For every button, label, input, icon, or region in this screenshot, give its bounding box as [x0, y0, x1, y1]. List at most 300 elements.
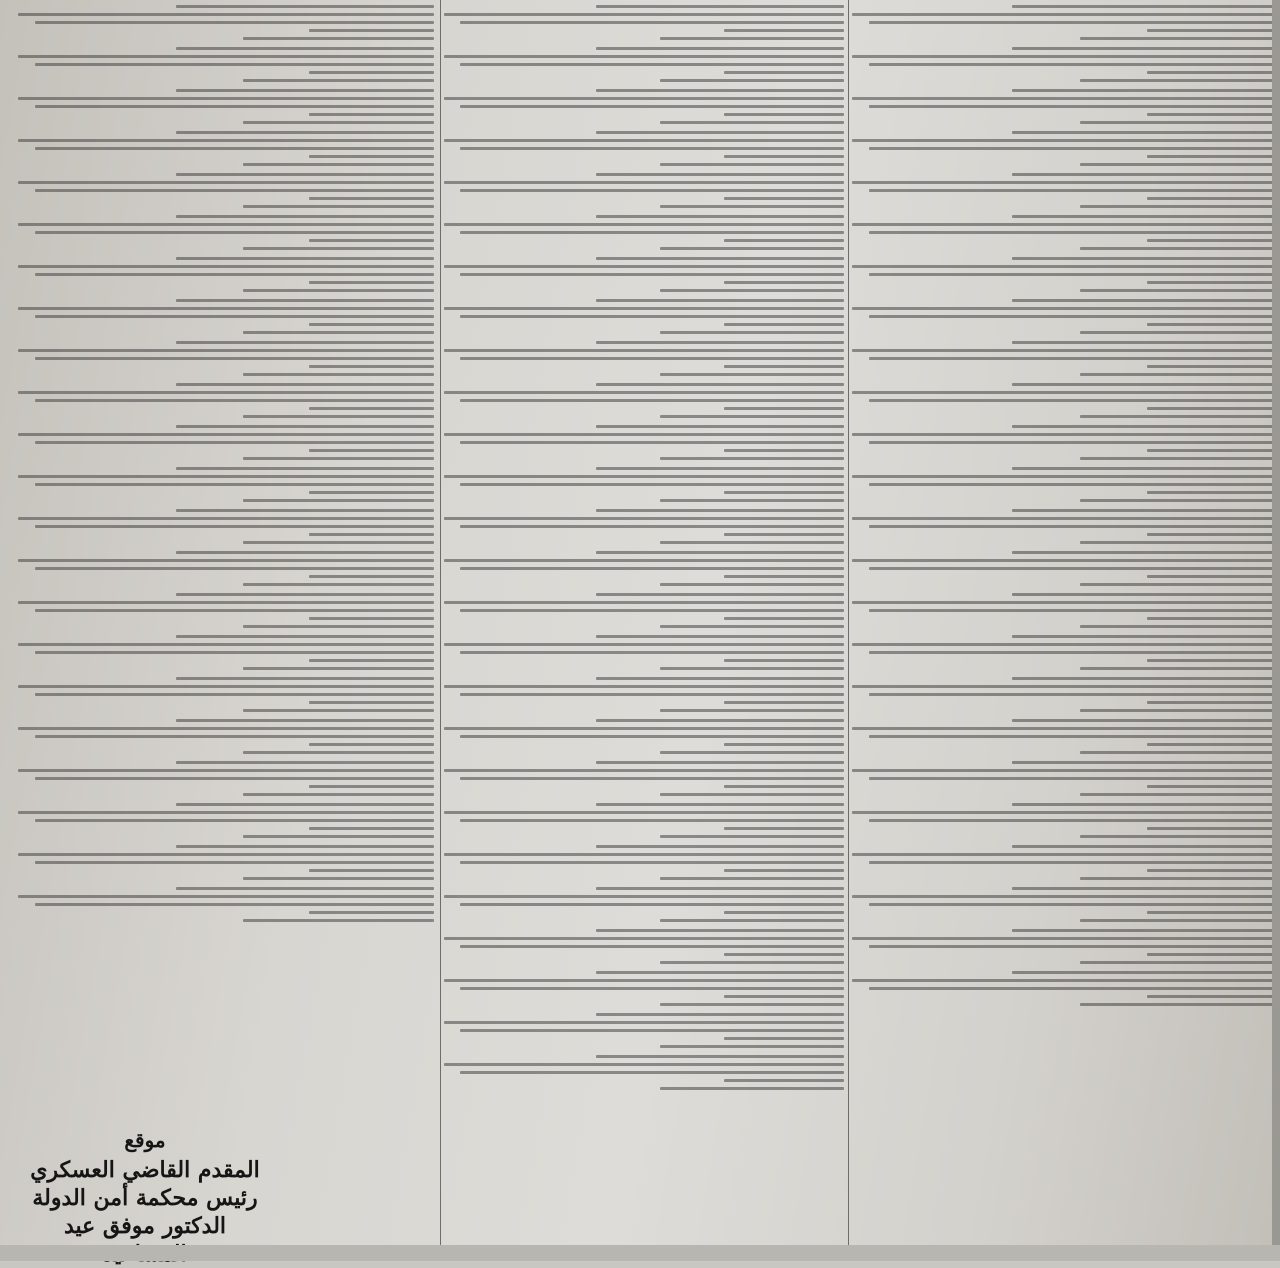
case-entry [852, 929, 1274, 964]
text-line [596, 1013, 844, 1016]
text-line [1012, 341, 1274, 344]
text-line [309, 71, 434, 74]
text-line [869, 693, 1274, 696]
text-line [243, 667, 434, 670]
text-line [1147, 491, 1274, 494]
text-line [724, 869, 844, 872]
text-line [869, 231, 1274, 234]
text-line [724, 407, 844, 410]
text-line [660, 163, 844, 166]
text-line [660, 835, 844, 838]
case-entry [18, 89, 434, 124]
text-line [724, 911, 844, 914]
text-line [1080, 247, 1274, 250]
text-line [1147, 701, 1274, 704]
case-entry [444, 593, 844, 628]
text-line [243, 37, 434, 40]
case-entry [852, 425, 1274, 460]
text-line [1147, 533, 1274, 536]
case-entry [18, 761, 434, 796]
signature-label: موقع [124, 1128, 166, 1152]
page-edge-shadow [1272, 0, 1280, 1261]
text-line [1147, 323, 1274, 326]
text-line [1080, 205, 1274, 208]
text-line [724, 29, 844, 32]
text-column-left [18, 0, 434, 1000]
case-entry [18, 593, 434, 628]
text-line [852, 181, 1274, 184]
text-line [35, 609, 434, 612]
text-line [852, 853, 1274, 856]
text-line [1147, 575, 1274, 578]
case-entry [444, 383, 844, 418]
text-line [1147, 29, 1274, 32]
text-line [460, 357, 844, 360]
text-line [309, 365, 434, 368]
case-entry [852, 299, 1274, 334]
case-entry [852, 131, 1274, 166]
case-entry [18, 257, 434, 292]
text-line [444, 727, 844, 730]
text-line [869, 147, 1274, 150]
case-entry [852, 509, 1274, 544]
text-line [444, 811, 844, 814]
text-line [243, 709, 434, 712]
text-line [1012, 929, 1274, 932]
text-line [1012, 467, 1274, 470]
text-line [460, 819, 844, 822]
case-entry [444, 845, 844, 880]
text-line [309, 155, 434, 158]
text-line [1080, 541, 1274, 544]
text-line [18, 517, 434, 520]
text-line [309, 239, 434, 242]
text-line [1147, 617, 1274, 620]
text-line [460, 777, 844, 780]
text-line [35, 105, 434, 108]
text-line [309, 323, 434, 326]
text-line [852, 769, 1274, 772]
case-entry [444, 467, 844, 502]
text-line [243, 331, 434, 334]
text-column-right [852, 0, 1274, 1245]
text-line [35, 861, 434, 864]
text-line [35, 231, 434, 234]
text-line [1080, 1003, 1274, 1006]
case-entry [18, 635, 434, 670]
text-line [660, 205, 844, 208]
text-line [309, 29, 434, 32]
text-line [35, 525, 434, 528]
text-line [243, 835, 434, 838]
text-line [309, 449, 434, 452]
text-line [724, 323, 844, 326]
case-entry [18, 341, 434, 376]
text-line [724, 113, 844, 116]
text-line [18, 433, 434, 436]
text-line [460, 1029, 844, 1032]
case-entry [852, 551, 1274, 586]
text-line [444, 139, 844, 142]
text-line [444, 181, 844, 184]
case-entry [852, 383, 1274, 418]
text-line [18, 13, 434, 16]
text-line [444, 517, 844, 520]
text-line [460, 735, 844, 738]
text-line [35, 189, 434, 192]
text-line [1012, 845, 1274, 848]
text-line [1080, 163, 1274, 166]
text-line [444, 475, 844, 478]
text-line [869, 735, 1274, 738]
text-line [1012, 803, 1274, 806]
text-line [1012, 5, 1274, 8]
text-line [1012, 761, 1274, 764]
text-line [176, 887, 434, 890]
text-line [1080, 331, 1274, 334]
text-line [176, 677, 434, 680]
text-line [1147, 953, 1274, 956]
text-line [869, 945, 1274, 948]
text-line [596, 257, 844, 260]
text-line [18, 349, 434, 352]
text-line [18, 643, 434, 646]
case-entry [18, 551, 434, 586]
text-line [18, 307, 434, 310]
text-line [243, 793, 434, 796]
signature-name: الدكتور موفق عيد [63, 1213, 227, 1239]
text-line [18, 181, 434, 184]
text-line [660, 751, 844, 754]
text-line [35, 483, 434, 486]
text-line [596, 215, 844, 218]
case-entry [18, 173, 434, 208]
text-line [176, 131, 434, 134]
text-line [309, 701, 434, 704]
case-entry [444, 761, 844, 796]
text-line [18, 475, 434, 478]
text-line [176, 299, 434, 302]
text-line [724, 197, 844, 200]
text-line [869, 861, 1274, 864]
text-line [596, 887, 844, 890]
text-line [460, 147, 844, 150]
case-entry [444, 1055, 844, 1090]
case-entry [852, 593, 1274, 628]
text-line [1012, 551, 1274, 554]
text-line [18, 685, 434, 688]
text-line [1012, 383, 1274, 386]
text-line [35, 693, 434, 696]
text-line [852, 979, 1274, 982]
text-line [869, 651, 1274, 654]
text-line [460, 1071, 844, 1074]
text-line [596, 47, 844, 50]
text-line [444, 13, 844, 16]
text-line [35, 21, 434, 24]
text-line [460, 693, 844, 696]
case-entry [444, 803, 844, 838]
text-line [35, 567, 434, 570]
case-entry [444, 887, 844, 922]
text-line [852, 349, 1274, 352]
text-line [660, 499, 844, 502]
text-line [243, 373, 434, 376]
text-line [309, 827, 434, 830]
case-entry [444, 1013, 844, 1048]
case-entry [444, 89, 844, 124]
text-line [852, 55, 1274, 58]
text-line [1012, 47, 1274, 50]
text-line [596, 593, 844, 596]
text-line [243, 583, 434, 586]
text-line [1012, 677, 1274, 680]
text-line [596, 803, 844, 806]
text-line [35, 735, 434, 738]
case-entry [444, 173, 844, 208]
text-line [724, 449, 844, 452]
text-line [176, 89, 434, 92]
text-line [18, 811, 434, 814]
text-line [724, 617, 844, 620]
text-line [869, 441, 1274, 444]
case-entry [18, 299, 434, 334]
text-line [309, 785, 434, 788]
text-line [243, 499, 434, 502]
text-line [243, 247, 434, 250]
text-line [35, 63, 434, 66]
text-line [724, 827, 844, 830]
text-line [176, 593, 434, 596]
case-entry [444, 551, 844, 586]
text-line [176, 173, 434, 176]
text-line [176, 551, 434, 554]
text-line [1012, 425, 1274, 428]
text-line [444, 601, 844, 604]
text-line [852, 307, 1274, 310]
text-line [660, 793, 844, 796]
text-line [18, 223, 434, 226]
text-line [852, 97, 1274, 100]
text-line [1147, 449, 1274, 452]
case-entry [444, 719, 844, 754]
text-line [35, 273, 434, 276]
text-line [444, 1063, 844, 1066]
text-line [444, 559, 844, 562]
text-line [1080, 37, 1274, 40]
text-line [460, 21, 844, 24]
text-line [243, 415, 434, 418]
text-line [460, 861, 844, 864]
text-line [869, 189, 1274, 192]
case-entry [852, 215, 1274, 250]
text-line [869, 609, 1274, 612]
text-line [660, 919, 844, 922]
case-entry [852, 89, 1274, 124]
text-line [660, 709, 844, 712]
text-line [724, 281, 844, 284]
text-line [596, 761, 844, 764]
text-line [724, 785, 844, 788]
text-line [18, 769, 434, 772]
text-line [852, 433, 1274, 436]
text-line [852, 643, 1274, 646]
text-line [460, 231, 844, 234]
case-entry [444, 635, 844, 670]
case-entry [852, 761, 1274, 796]
text-line [724, 701, 844, 704]
text-line [460, 441, 844, 444]
text-line [444, 97, 844, 100]
text-line [852, 685, 1274, 688]
text-line [852, 517, 1274, 520]
text-line [596, 551, 844, 554]
text-line [18, 55, 434, 58]
text-line [18, 391, 434, 394]
text-line [176, 215, 434, 218]
text-line [596, 299, 844, 302]
case-entry [18, 887, 434, 922]
text-line [460, 567, 844, 570]
text-line [1147, 869, 1274, 872]
text-line [852, 811, 1274, 814]
text-line [243, 625, 434, 628]
text-line [176, 425, 434, 428]
text-line [444, 223, 844, 226]
text-line [596, 929, 844, 932]
text-line [309, 491, 434, 494]
text-line [660, 625, 844, 628]
text-line [444, 685, 844, 688]
text-line [1012, 257, 1274, 260]
text-line [660, 79, 844, 82]
case-entry [18, 509, 434, 544]
text-line [1012, 299, 1274, 302]
text-line [460, 609, 844, 612]
text-line [243, 919, 434, 922]
text-line [852, 391, 1274, 394]
text-line [660, 1003, 844, 1006]
text-line [460, 945, 844, 948]
text-line [596, 131, 844, 134]
case-entry [18, 467, 434, 502]
text-line [460, 987, 844, 990]
text-line [660, 877, 844, 880]
text-line [1012, 131, 1274, 134]
case-entry [444, 509, 844, 544]
text-line [852, 727, 1274, 730]
text-line [243, 541, 434, 544]
text-line [35, 777, 434, 780]
text-line [444, 895, 844, 898]
text-line [660, 541, 844, 544]
text-line [1080, 793, 1274, 796]
text-line [1080, 583, 1274, 586]
column-divider [848, 0, 849, 1245]
text-line [309, 407, 434, 410]
case-entry [444, 47, 844, 82]
text-line [724, 239, 844, 242]
case-entry [444, 971, 844, 1006]
text-line [596, 467, 844, 470]
case-entry [852, 971, 1274, 1006]
text-line [444, 769, 844, 772]
case-entry [18, 383, 434, 418]
text-line [660, 1045, 844, 1048]
case-entry [852, 467, 1274, 502]
text-line [35, 441, 434, 444]
case-entry [852, 803, 1274, 838]
case-entry [444, 341, 844, 376]
column-divider [440, 0, 441, 1245]
case-entry [852, 173, 1274, 208]
text-line [176, 383, 434, 386]
case-entry [18, 131, 434, 166]
text-line [596, 89, 844, 92]
text-line [460, 315, 844, 318]
text-line [309, 533, 434, 536]
text-line [660, 121, 844, 124]
text-line [1147, 995, 1274, 998]
text-line [1080, 835, 1274, 838]
text-line [460, 273, 844, 276]
text-line [852, 937, 1274, 940]
text-line [852, 223, 1274, 226]
text-line [460, 903, 844, 906]
text-line [596, 425, 844, 428]
text-line [660, 331, 844, 334]
text-line [596, 341, 844, 344]
text-line [1147, 113, 1274, 116]
case-entry [852, 677, 1274, 712]
text-line [1147, 239, 1274, 242]
text-line [444, 433, 844, 436]
text-line [460, 483, 844, 486]
text-line [460, 63, 844, 66]
case-entry [852, 257, 1274, 292]
text-line [869, 63, 1274, 66]
text-line [1012, 719, 1274, 722]
case-entry [852, 635, 1274, 670]
text-line [176, 5, 434, 8]
text-line [460, 105, 844, 108]
text-line [869, 525, 1274, 528]
text-line [444, 1021, 844, 1024]
text-line [444, 391, 844, 394]
text-line [1012, 593, 1274, 596]
text-line [1012, 887, 1274, 890]
case-entry [444, 257, 844, 292]
text-line [444, 937, 844, 940]
case-entry [852, 341, 1274, 376]
text-line [1080, 877, 1274, 880]
case-entry [852, 719, 1274, 754]
text-line [176, 257, 434, 260]
text-line [660, 289, 844, 292]
text-line [724, 1079, 844, 1082]
text-line [18, 97, 434, 100]
text-line [660, 37, 844, 40]
text-line [869, 105, 1274, 108]
text-line [852, 475, 1274, 478]
text-line [18, 559, 434, 562]
text-line [1080, 751, 1274, 754]
text-line [852, 139, 1274, 142]
text-line [724, 71, 844, 74]
text-line [35, 903, 434, 906]
text-line [176, 635, 434, 638]
text-line [596, 635, 844, 638]
